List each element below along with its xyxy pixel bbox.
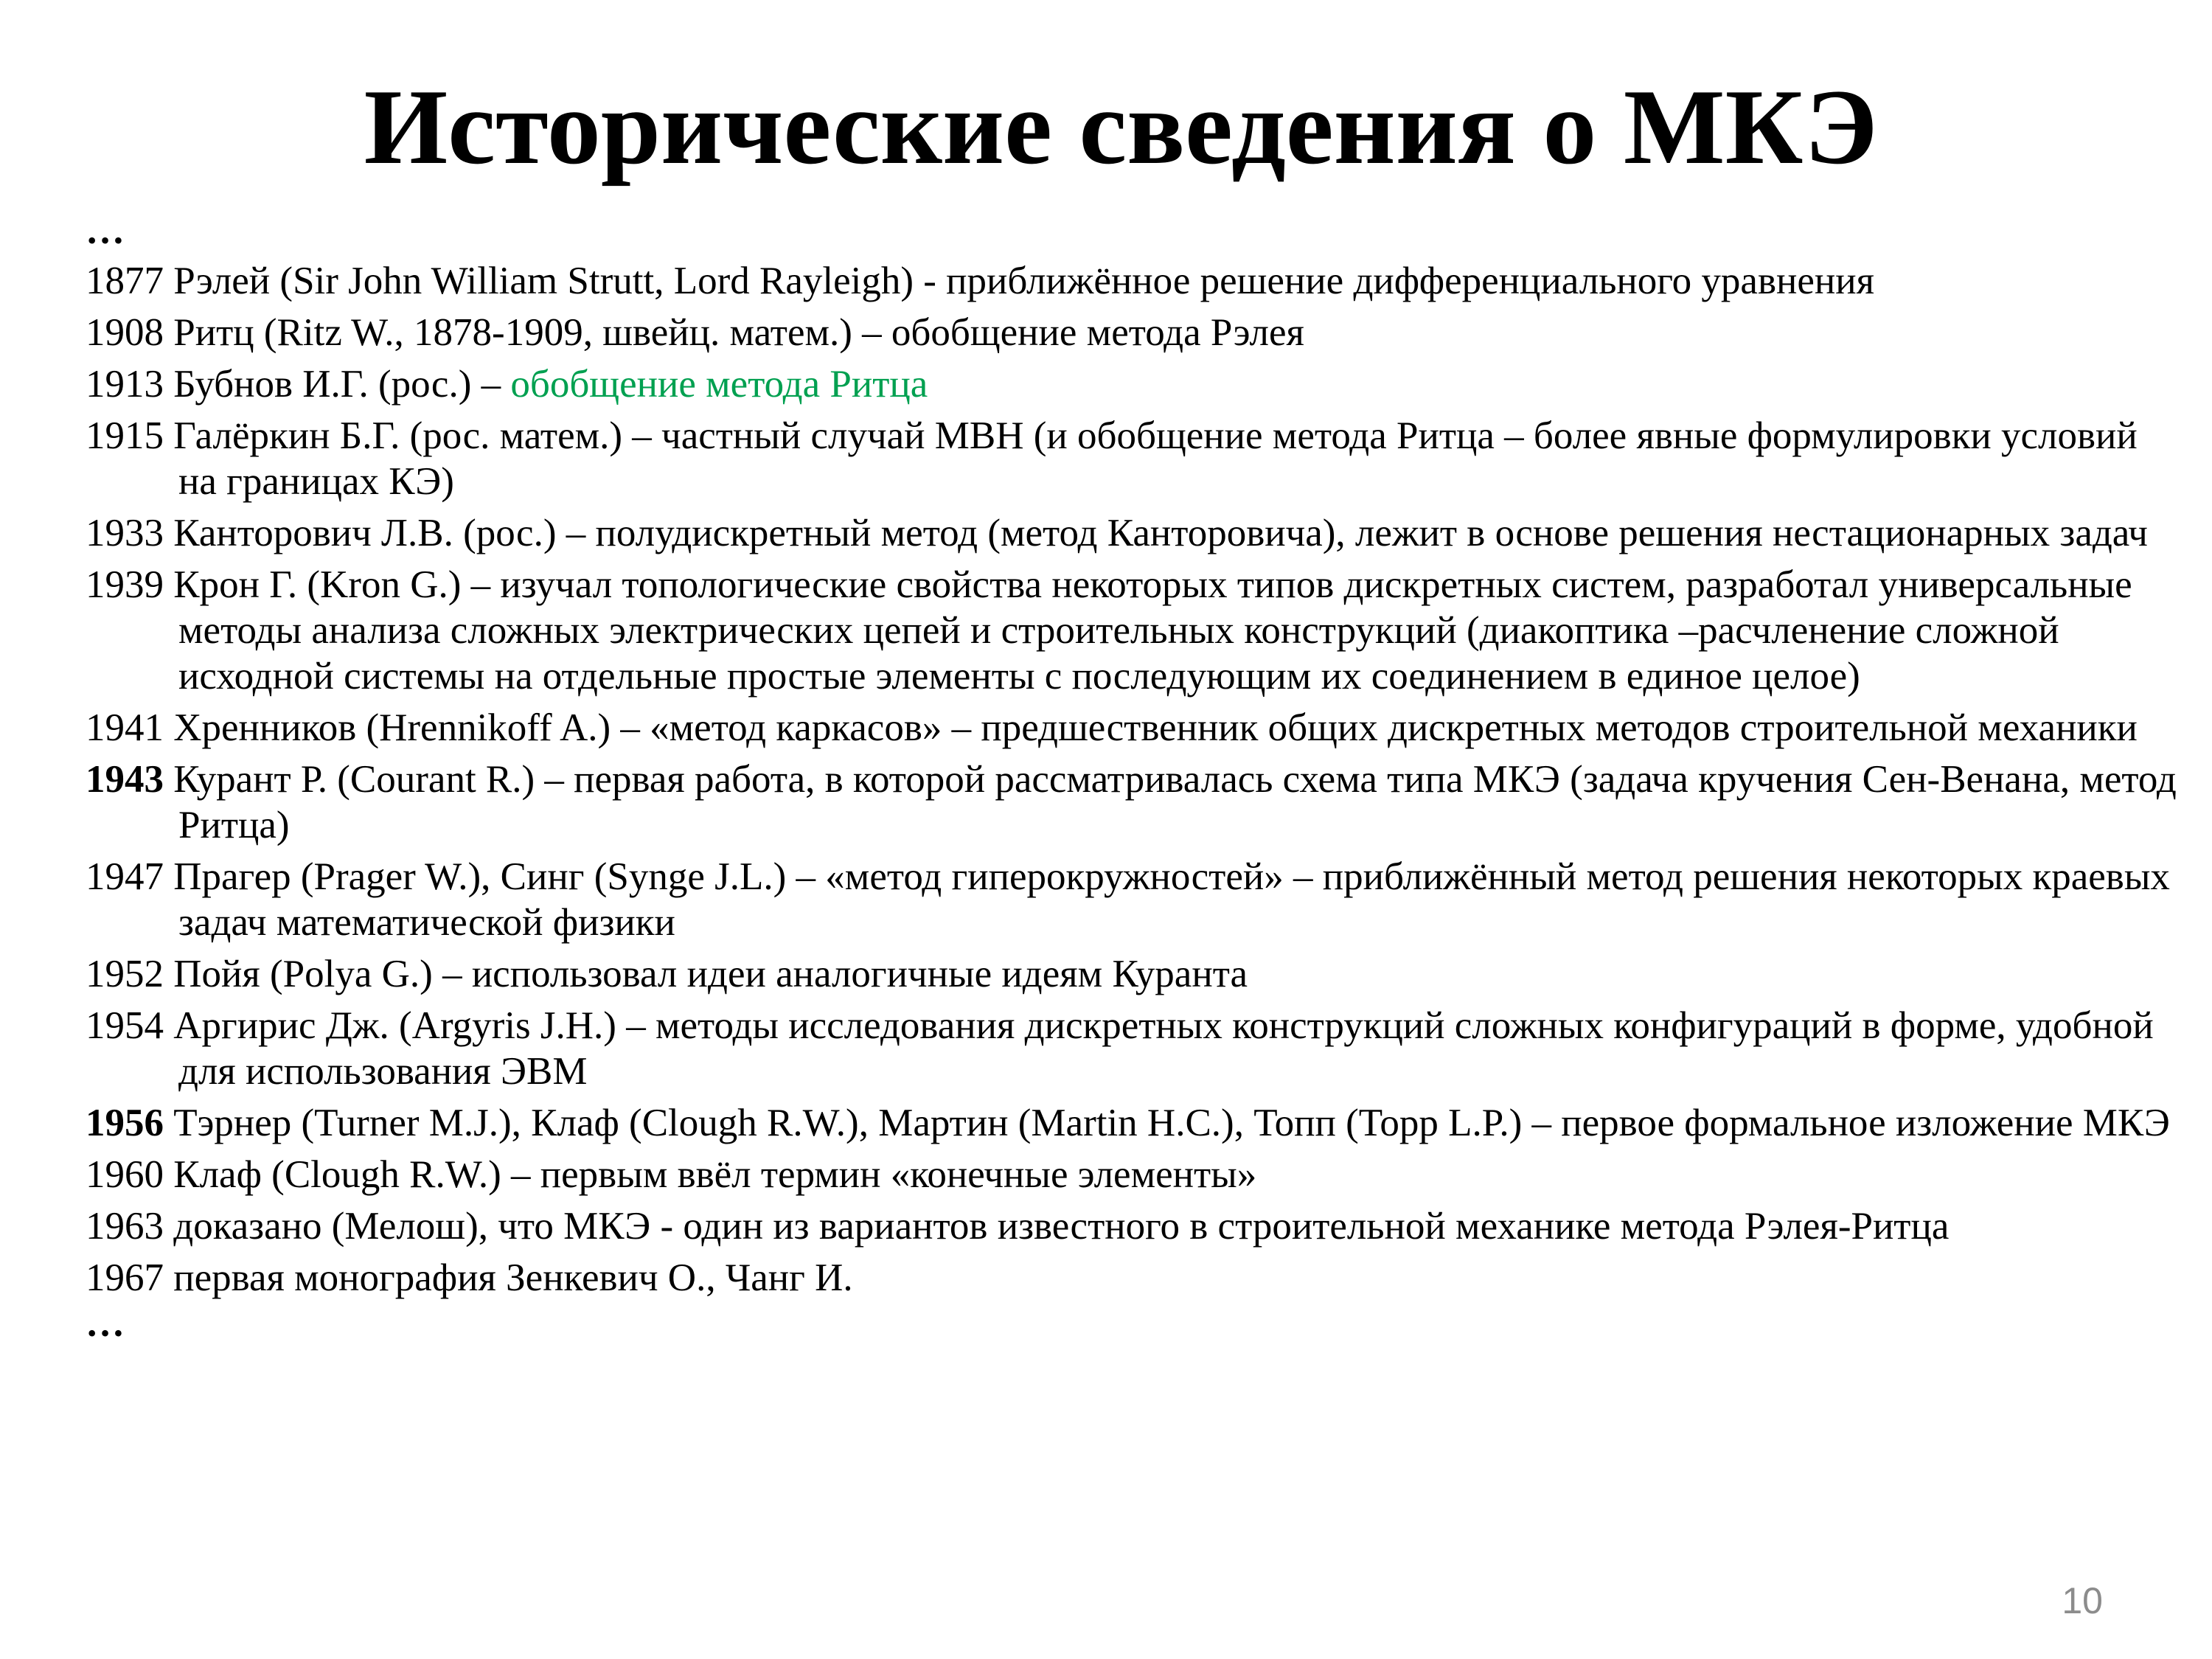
entry-year: 1943 bbox=[86, 758, 164, 801]
entry-text: Клаф (Clough R.W.) – первым ввёл термин «конечные элементы» bbox=[164, 1153, 1257, 1196]
timeline-entry bbox=[86, 757, 2180, 848]
timeline-entry bbox=[86, 361, 2180, 407]
entry-year: 1963 bbox=[86, 1205, 164, 1248]
timeline-entry bbox=[86, 562, 2180, 699]
entry-text: Бубнов И.Г. (рос.) – bbox=[164, 363, 511, 406]
entry-year: 1947 bbox=[86, 855, 164, 898]
timeline-entry bbox=[86, 1100, 2180, 1146]
entry-year: 1954 bbox=[86, 1004, 164, 1047]
timeline-entry bbox=[86, 1203, 2180, 1249]
entry-text: Курант Р. (Courant R.) – первая работа, в которой рассматривалась схема типа МКЭ (задача кручения Сен-Венана, метод Ритца) bbox=[164, 758, 2177, 846]
entry-year: 1956 bbox=[86, 1102, 164, 1144]
entry-year: 1908 bbox=[86, 311, 164, 354]
timeline-entry bbox=[86, 258, 2180, 304]
page-number: 10 bbox=[2062, 1580, 2103, 1621]
entry-text: первая монография Зенкевич О., Чанг И. bbox=[164, 1256, 853, 1299]
entry-text: Прагер (Prager W.), Синг (Synge J.L.) – «метод гиперокружностей» – приближённый метод решения некоторых краевых задач математической физики bbox=[164, 855, 2170, 944]
ellipsis-bottom: … bbox=[86, 1302, 125, 1345]
timeline-entry bbox=[86, 310, 2180, 355]
timeline-entry bbox=[86, 705, 2180, 751]
timeline-entries bbox=[86, 258, 2180, 1301]
ellipsis-top: … bbox=[86, 209, 125, 252]
entry-year: 1939 bbox=[86, 563, 164, 606]
entry-text: Хренников (Hrennikoff A.) – «метод каркасов» – предшественник общих дискретных методов строительной механики bbox=[164, 706, 2138, 749]
entry-year: 1913 bbox=[86, 363, 164, 406]
timeline-entry bbox=[86, 510, 2180, 556]
entry-text: доказано (Мелош), что МКЭ - один из вариантов известного в строительной механике метода Рэлея-Ритца bbox=[164, 1205, 1950, 1248]
entry-year: 1933 bbox=[86, 512, 164, 554]
entry-text: Канторович Л.В. (рос.) – полудискретный метод (метод Канторовича), лежит в основе решения нестационарных задач bbox=[164, 512, 2148, 554]
timeline-entry bbox=[86, 1255, 2180, 1301]
timeline-entry bbox=[86, 1003, 2180, 1094]
slide-title: Исторические сведения о МКЭ bbox=[364, 67, 1878, 187]
entry-year: 1967 bbox=[86, 1256, 164, 1299]
entry-text: Аргирис Дж. (Argyris J.H.) – методы исследования дискретных конструкций сложных конфигураций в форме, удобной для использования ЭВМ bbox=[164, 1004, 2154, 1093]
entry-year: 1915 bbox=[86, 414, 164, 457]
entry-year: 1960 bbox=[86, 1153, 164, 1196]
timeline-entry bbox=[86, 951, 2180, 997]
timeline-list bbox=[86, 208, 2180, 1345]
entry-text: Рэлей (Sir John William Strutt, Lord Rayleigh) - приближённое решение дифференциального уравнения bbox=[164, 260, 1874, 302]
entry-year: 1877 bbox=[86, 260, 164, 302]
entry-text: Галёркин Б.Г. (рос. матем.) – частный случай МВН (и обобщение метода Ритца – более явные формулировки условий на границах КЭ) bbox=[164, 414, 2138, 503]
entry-text: Ритц (Ritz W., 1878-1909, швейц. матем.) – обобщение метода Рэлея bbox=[164, 311, 1304, 354]
timeline-entry bbox=[86, 413, 2180, 504]
timeline-entry bbox=[86, 1152, 2180, 1197]
entry-text: Пойя (Polya G.) – использовал идеи аналогичные идеям Куранта bbox=[164, 953, 1248, 995]
entry-year: 1941 bbox=[86, 706, 164, 749]
entry-text: Тэрнер (Turner M.J.), Клаф (Clough R.W.), Мартин (Martin H.C.), Топп (Topp L.P.) – первое формальное изложение МКЭ bbox=[164, 1102, 2170, 1144]
entry-highlight: обобщение метода Ритца bbox=[510, 363, 928, 406]
entry-text: Крон Г. (Kron G.) – изучал топологические свойства некоторых типов дискретных систем, разработал универсальные методы анализа сложных электрических цепей и строительных конструкций (диакоптика –расчленение сложной исходной системы на отдельные простые элементы с последующим их соединением в единое целое) bbox=[164, 563, 2132, 698]
entry-year: 1952 bbox=[86, 953, 164, 995]
timeline-entry bbox=[86, 854, 2180, 945]
